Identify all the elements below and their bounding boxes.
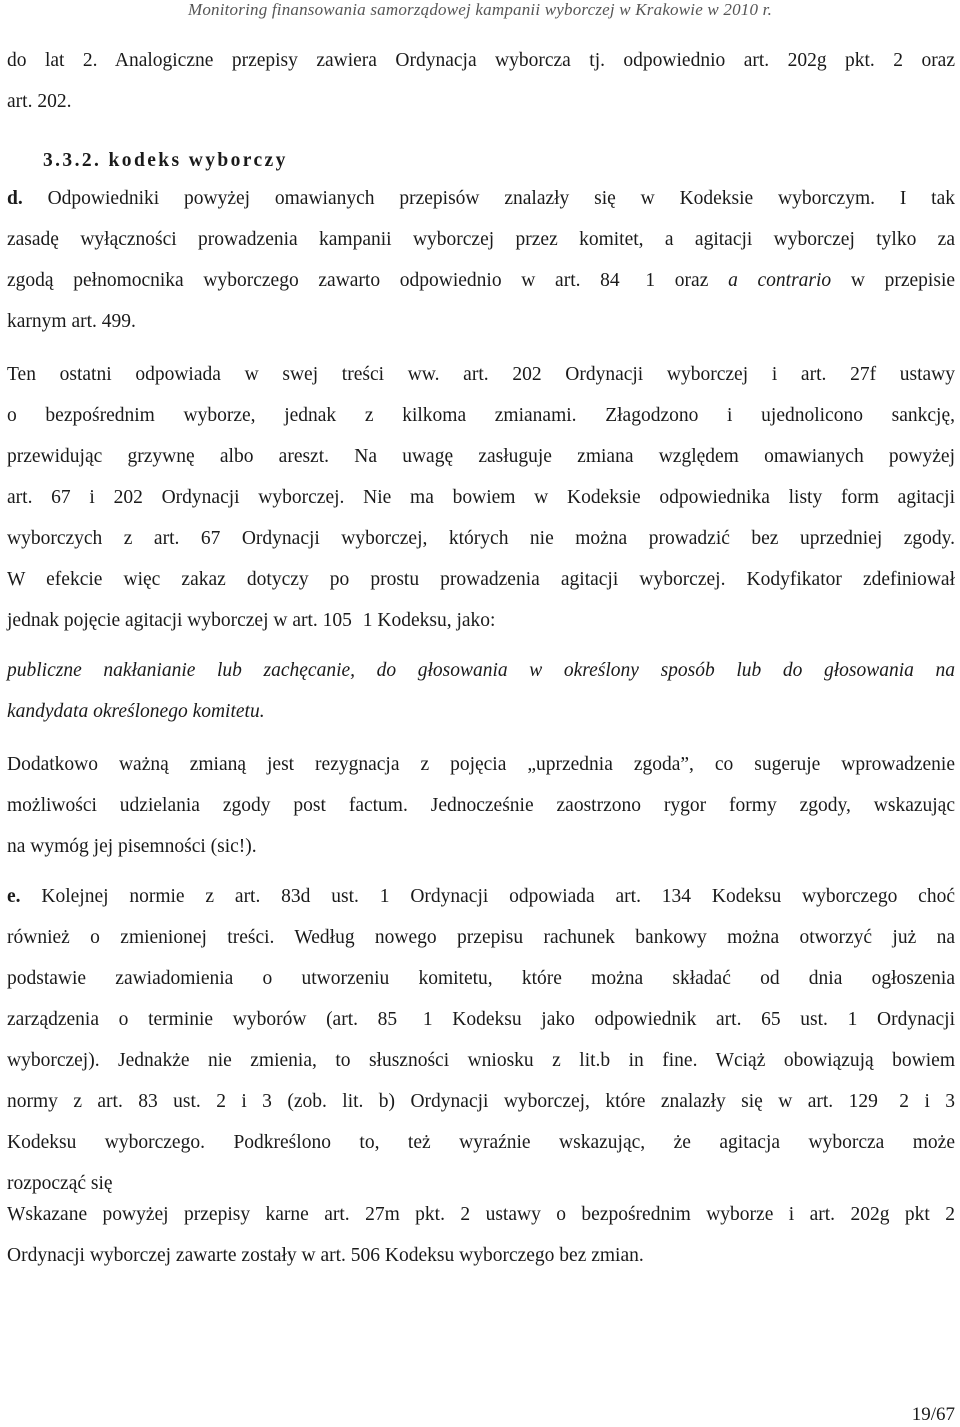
text-line: wyborczej). Jednakże nie zmienia, to słuszności wniosku z lit.b in fine. Wciąż obowiązują bowiem bbox=[7, 1050, 955, 1071]
section-heading: 3.3.2. kodeks wyborczy bbox=[43, 150, 288, 171]
text-line: Wskazane powyżej przepisy karne art. 27m pkt. 2 ustawy o bezpośrednim wyborze i art. 202g pkt 2 bbox=[7, 1204, 955, 1225]
list-marker: d. bbox=[7, 188, 23, 209]
definition-quote bbox=[7, 650, 955, 732]
paragraph-age-limit bbox=[7, 40, 955, 122]
text-line: art. 202. bbox=[7, 91, 72, 112]
text-line: Ten ostatni odpowiada w swej treści ww. art. 202 Ordynacji wyborczej i art. 27f ustawy bbox=[7, 364, 955, 385]
text-fragment: 1 Kodeksu, jako: bbox=[362, 610, 496, 631]
text-line bbox=[7, 178, 955, 219]
text-fragment: 1 Kodeksu jako odpowiednik art. 65 ust. 1 Ordynacji bbox=[422, 1009, 955, 1030]
paragraph-penal-provisions bbox=[7, 1194, 955, 1276]
text-line: na wymóg jej pisemności (sic!). bbox=[7, 836, 257, 857]
text-line: publiczne nakłanianie lub zachęcanie, do głosowania w określony sposób lub do głosowania na bbox=[7, 660, 955, 681]
text-fragment: zgodą pełnomocnika wyborczego zawarto odpowiednio w art. 84 bbox=[7, 270, 620, 291]
page-number: 19/67 bbox=[911, 1404, 955, 1425]
list-marker: e. bbox=[7, 886, 21, 907]
text-line bbox=[7, 1081, 955, 1122]
text-line bbox=[7, 876, 955, 917]
text-line: Ordynacji wyborczej zawarte zostały w art. 506 Kodeksu wyborczego bez zmian. bbox=[7, 1245, 644, 1266]
text-line bbox=[7, 600, 955, 641]
text-fragment: w przepisie bbox=[850, 270, 956, 291]
paragraph-d bbox=[7, 178, 955, 342]
text-fragment: 2 i 3 bbox=[899, 1091, 956, 1112]
text-line: Dodatkowo ważną zmianą jest rezygnacja z pojęcia „uprzednia zgoda”, co sugeruje wprowadzenie bbox=[7, 754, 955, 775]
paragraph-consent bbox=[7, 744, 955, 867]
text-line: rozpocząć się bbox=[7, 1173, 113, 1194]
text-fragment: normy z art. 83 ust. 2 i 3 (zob. lit. b) Ordynacji wyborczej, które znalazły się w art. 129 bbox=[7, 1091, 878, 1112]
text-line: podstawie zawiadomienia o utworzeniu komitetu, które można składać od dnia ogłoszenia bbox=[7, 968, 955, 989]
text-line: zasadę wyłączności prowadzenia kampanii wyborczej przez komitet, a agitacji wyborczej tylko za bbox=[7, 229, 955, 250]
running-header: Monitoring finansowania samorządowej kampanii wyborczej w Krakowie w 2010 r. bbox=[187, 0, 773, 19]
text-line: kandydata określonego komitetu. bbox=[7, 701, 265, 722]
text-fragment: zarządzenia o terminie wyborów (art. 85 bbox=[7, 1009, 398, 1030]
text-line: W efekcie więc zakaz dotyczy po prostu prowadzenia agitacji wyborczej. Kodyfikator zdefiniował bbox=[7, 569, 955, 590]
text-line bbox=[7, 999, 955, 1040]
text-line bbox=[7, 260, 955, 301]
text-fragment: 1 oraz bbox=[645, 270, 709, 291]
text-line: możliwości udzielania zgody post factum. Jednocześnie zaostrzono rygor formy zgody, wskazując bbox=[7, 795, 955, 816]
paragraph-art-499 bbox=[7, 354, 955, 641]
paragraph-e bbox=[7, 876, 955, 1204]
text-line: Kodeksu wyborczego. Podkreślono to, też wyraźnie wskazując, że agitacja wyborcza może bbox=[7, 1132, 955, 1153]
text-line: karnym art. 499. bbox=[7, 311, 136, 332]
text-line: art. 67 i 202 Ordynacji wyborczej. Nie ma bowiem w Kodeksie odpowiednika listy form agitacji bbox=[7, 487, 955, 508]
text-fragment: jednak pojęcie agitacji wyborczej w art. 105 bbox=[7, 610, 352, 631]
text-fragment: Kolejnej normie z art. 83d ust. 1 Ordynacji odpowiada art. 134 Kodeksu wyborczego choć bbox=[20, 886, 955, 907]
text-fragment: Odpowiedniki powyżej omawianych przepisów znalazły się w Kodeksie wyborczym. I tak bbox=[22, 188, 955, 209]
text-line: również o zmienionej treści. Według nowego przepisu rachunek bankowy można otworzyć już na bbox=[7, 927, 955, 948]
text-line: o bezpośrednim wyborze, jednak z kilkoma zmianami. Złagodzono i ujednolicono sankcję, bbox=[7, 405, 955, 426]
text-line: przewidując grzywnę albo areszt. Na uwagę zasługuje zmiana względem omawianych powyżej bbox=[7, 446, 955, 467]
text-line: do lat 2. Analogiczne przepisy zawiera Ordynacja wyborcza tj. odpowiednio art. 202g pkt. 2 oraz bbox=[7, 50, 955, 71]
text-line: wyborczych z art. 67 Ordynacji wyborczej, których nie można prowadzić bez uprzedniej zgody. bbox=[7, 528, 955, 549]
latin-term: a contrario bbox=[728, 270, 832, 291]
